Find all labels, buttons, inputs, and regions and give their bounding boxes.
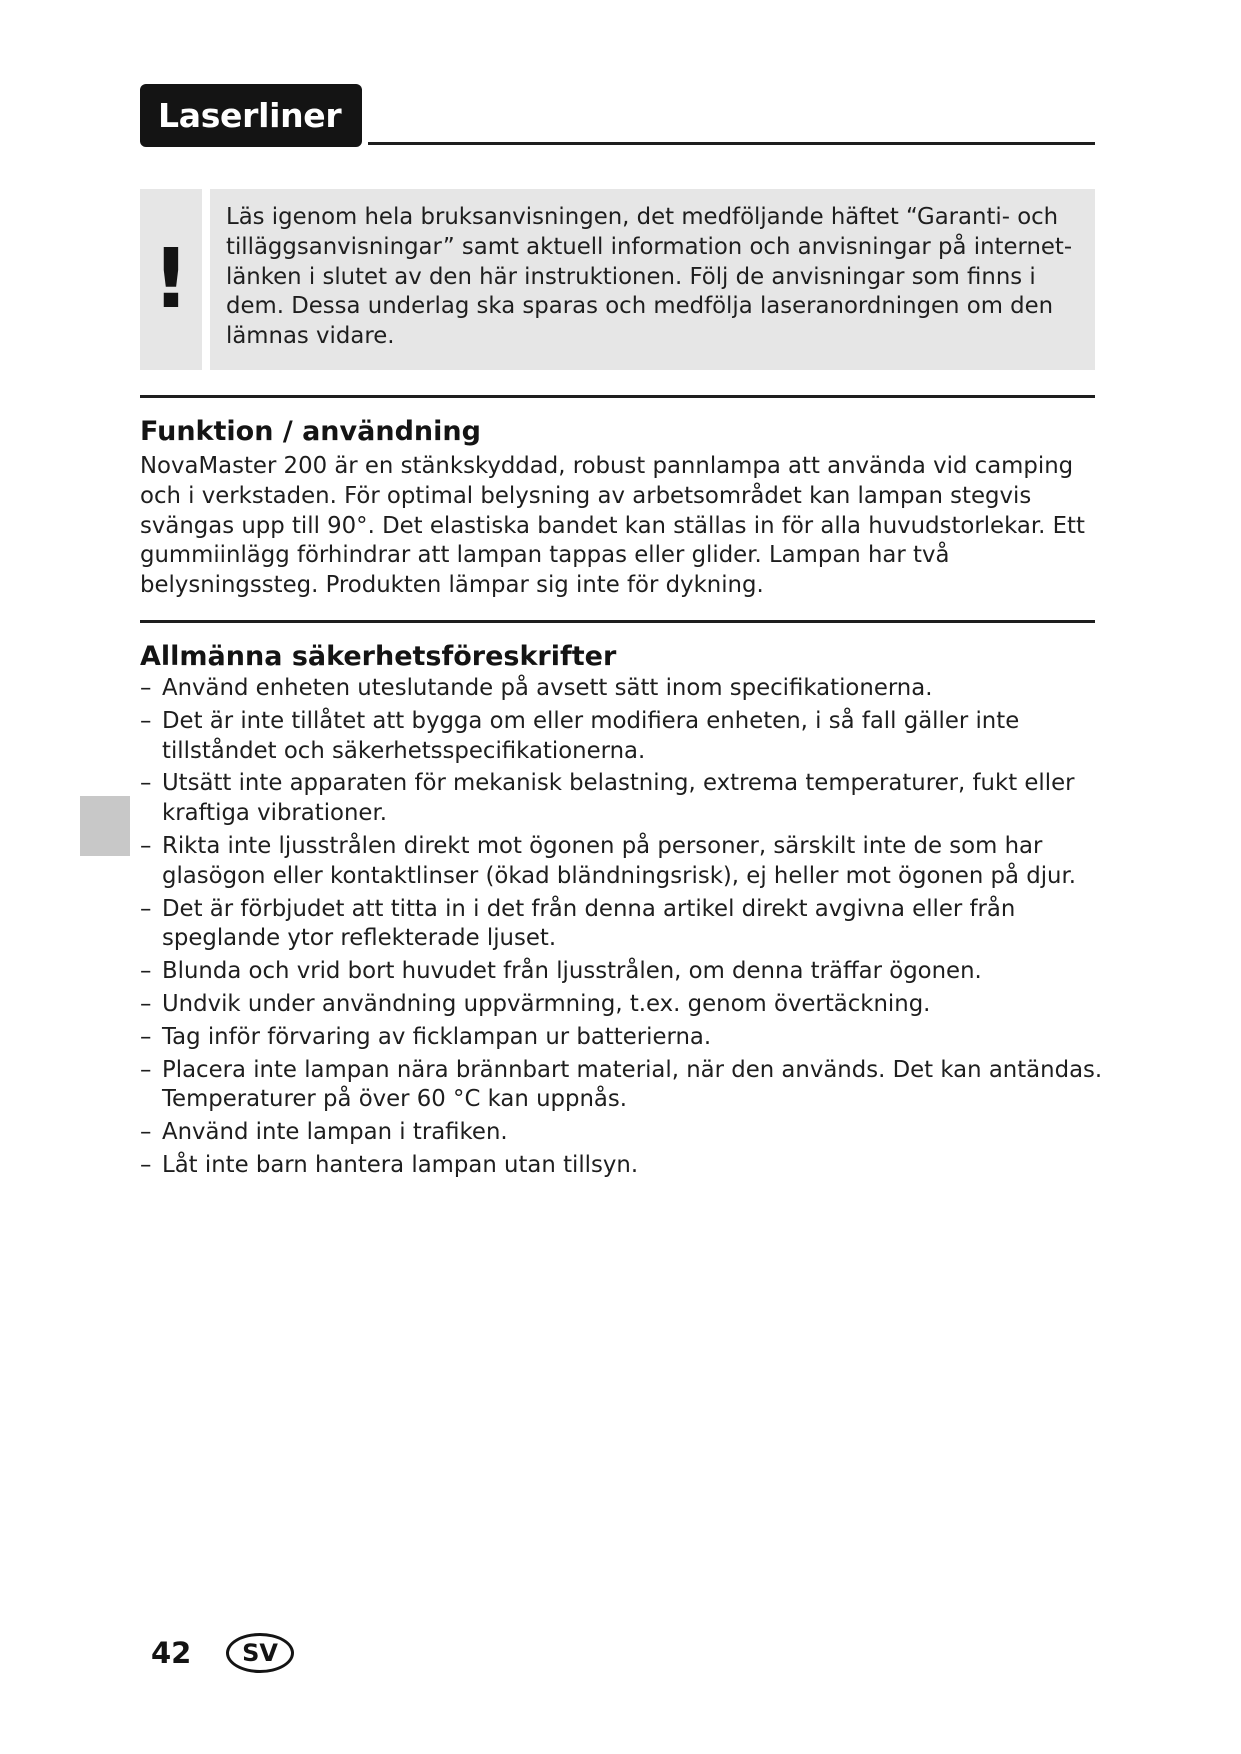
chapter-tab-marker (80, 796, 130, 856)
list-item: – Tag inför förvaring av ficklampan ur batterierna. (140, 1023, 1120, 1053)
list-item: – Det är inte tillåtet att bygga om eller modifiera enheten, i så fall gäller inte tillståndet och säkerhetsspecifikationerna. (140, 707, 1020, 764)
function-heading: Funktion / användning (140, 416, 481, 447)
dash-bullet: – (140, 895, 152, 922)
section-divider (140, 620, 1095, 623)
safety-heading: Allmänna säkerhetsföreskrifter (140, 641, 617, 672)
dash-bullet: – (140, 832, 152, 859)
page-number: 42 (151, 1636, 192, 1670)
dash-bullet: – (140, 1023, 152, 1050)
header-divider (368, 142, 1095, 145)
warning-notice (210, 189, 1095, 370)
list-item: – Rikta inte ljusstrålen direkt mot ögonen på personer, särskilt inte de som har glasögon eller kontaktlinser (ökad bländningsrisk), ej heller mot ögonen på djur. (140, 832, 1077, 889)
dash-bullet: – (140, 990, 152, 1017)
dash-bullet: – (140, 1119, 152, 1146)
list-item: – Använd inte lampan i trafiken. (140, 1118, 1120, 1148)
language-badge: SV (226, 1633, 294, 1673)
list-item: – Blunda och vrid bort huvudet från ljusstrålen, om denna träffar ögonen. (140, 957, 1120, 987)
dash-bullet: – (140, 1056, 152, 1083)
list-item: – Använd enheten uteslutande på avsett sätt inom specifikationerna. (140, 674, 1120, 704)
dash-bullet: – (140, 958, 152, 985)
exclamation-icon: ! (152, 231, 190, 327)
dash-bullet: – (140, 675, 152, 701)
list-item: – Placera inte lampan nära brännbart material, när den används. Det kan antändas. Temperaturer på över 60 °C kan uppnås. (140, 1056, 1103, 1113)
list-item: – Undvik under användning uppvärmning, t.ex. genom övertäckning. (140, 990, 1120, 1020)
dash-bullet: – (140, 770, 152, 797)
safety-list (140, 674, 1120, 1184)
warning-icon-panel (140, 189, 202, 370)
function-body: NovaMaster 200 är en stänkskyddad, robust pannlampa att använda vid camping och i verkstaden. För optimal belysning av arbetsområdet kan lampan stegvis svängas upp till 90°. Det elastiska bandet kan ställas in för alla huvudstorlekar. Ett gummiinlägg förhindrar att lampan tappas eller glider. Lampan har två belysningssteg. Produkten lämpar sig inte för dykning. (140, 453, 1085, 599)
dash-bullet: – (140, 707, 152, 734)
list-item: – Det är förbjudet att titta in i det från denna artikel direkt avgivna eller från speglande ytor reflekterade ljuset. (140, 895, 1016, 952)
section-divider (140, 395, 1095, 398)
list-item: – Utsätt inte apparaten för mekanisk belastning, extrema temperaturer, fukt eller kraftiga vibrationer. (140, 770, 1075, 827)
brand-logo: Laserliner (140, 84, 362, 147)
list-item: – Låt inte barn hantera lampan utan tillsyn. (140, 1151, 1120, 1181)
dash-bullet: – (140, 1151, 152, 1178)
warning-text: Läs igenom hela bruksanvisningen, det medföljande häftet “Garanti- och tilläggsanvisningar” samt aktuell information och anvisningar på internet-länken i slutet av den här instruktionen. Följ de anvisningar som finns i dem. Dessa underlag ska sparas och medfölja laseranordningen om den lämnas vidare. (226, 204, 1073, 350)
